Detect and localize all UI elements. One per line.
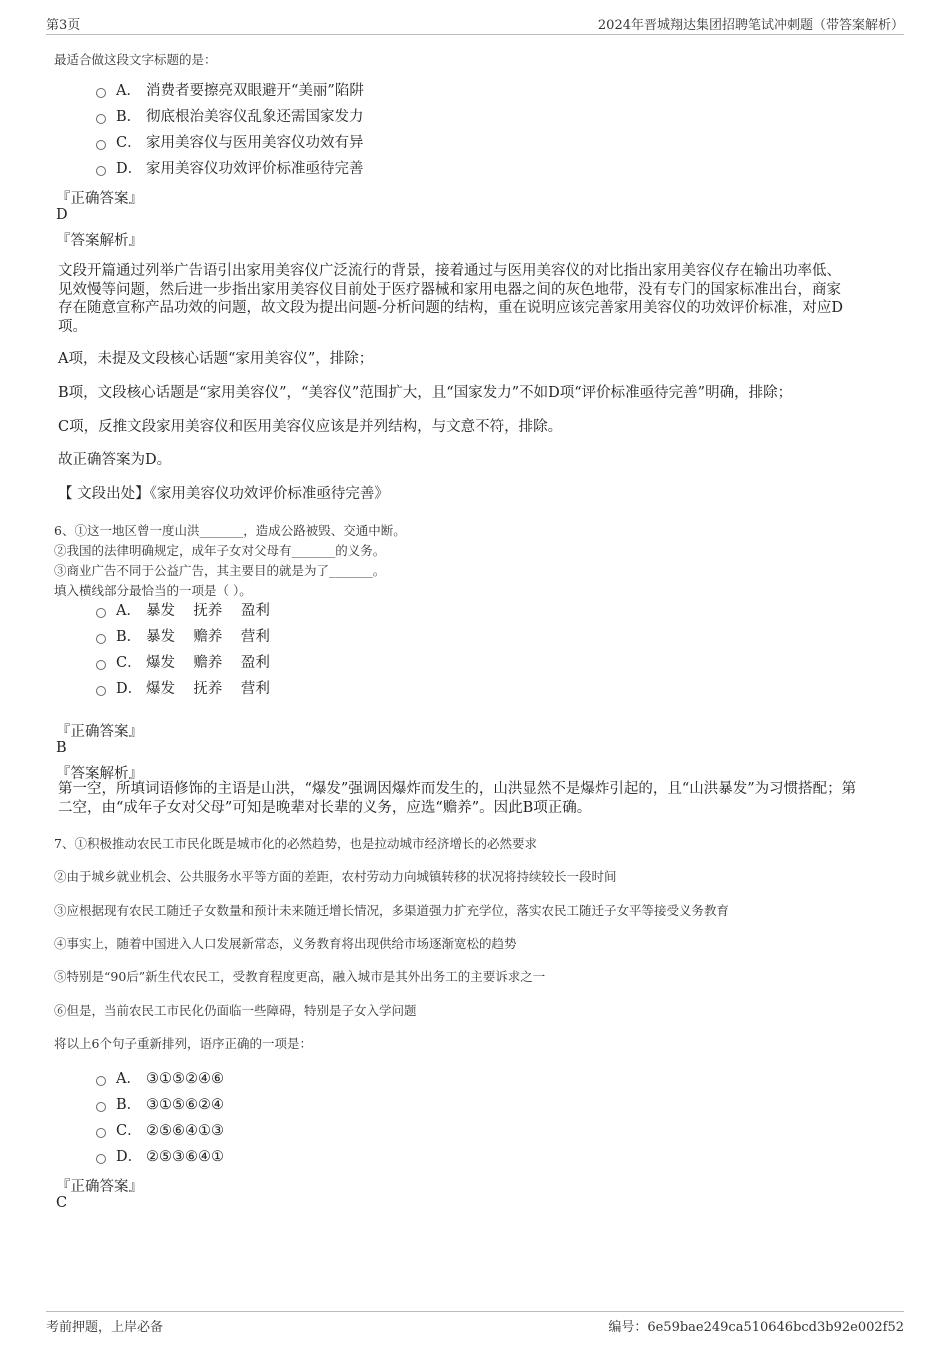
q7-option-b[interactable]: B． ③①⑤⑥②④: [96, 1095, 224, 1115]
q5-conclusion: 故正确答案为D。: [58, 452, 172, 468]
radio-icon[interactable]: [96, 686, 106, 696]
radio-icon[interactable]: [96, 114, 106, 124]
radio-icon[interactable]: [96, 166, 106, 176]
q6-stem-line: 填入横线部分最恰当的一项是（ ）。: [54, 583, 252, 598]
q5-option-c[interactable]: C． 家用美容仪与医用美容仪功效有异: [96, 133, 364, 153]
radio-icon[interactable]: [96, 1102, 106, 1112]
page-header: [46, 14, 904, 35]
q7-answer: C: [56, 1195, 68, 1211]
q6-option-b[interactable]: B． 暴发 赡养 营利: [96, 627, 270, 647]
document-title: 2024年晋城翔达集团招聘笔试冲刺题（带答案解析）: [597, 18, 904, 33]
q7-answer-label: 『正确答案』: [56, 1179, 143, 1195]
q6-stem-line: ③商业广告不同于公益广告，其主要目的就是为了_______。: [54, 563, 386, 578]
q7-sentence: ④事实上，随着中国进入人口发展新常态，义务教育将出现供给市场逐渐宽松的趋势: [54, 936, 517, 951]
q7-sentence: ⑤特别是“90后”新生代农民工，受教育程度更高，融入城市是其外出务工的主要诉求之一: [54, 969, 546, 984]
page-number: 第3页: [46, 18, 81, 33]
radio-icon[interactable]: [96, 1076, 106, 1086]
page-footer: [46, 1311, 904, 1335]
q6-option-d[interactable]: D． 爆发 抚养 营利: [96, 679, 270, 699]
q6-answer-label: 『正确答案』: [56, 724, 143, 740]
radio-icon[interactable]: [96, 608, 106, 618]
q5-stem: 最适合做这段文字标题的是：: [54, 52, 217, 67]
q6-analysis-line: 二空，由“成年子女对父母”可知是晚辈对长辈的义务，应选“赡养”。因此B项正确。: [58, 799, 592, 816]
document-id: 编号：6e59bae249ca510646bcd3b92e002f52: [608, 1320, 904, 1335]
q5-option-d[interactable]: D． 家用美容仪功效评价标准亟待完善: [96, 159, 364, 179]
q6-answer: B: [56, 740, 67, 756]
radio-icon[interactable]: [96, 634, 106, 644]
radio-icon[interactable]: [96, 1128, 106, 1138]
q5-analysis-line: 存在随意宣称产品功效的问题，故文段为提出问题-分析问题的结构，重在说明应该完善家用美容仪的功效评价标准，对应D: [58, 300, 844, 316]
q6-analysis-label: 『答案解析』: [56, 766, 143, 782]
q6-option-c[interactable]: C． 爆发 赡养 盈利: [96, 653, 270, 673]
q7-option-d[interactable]: D． ②⑤③⑥④①: [96, 1147, 224, 1167]
q7-sentence: ③应根据现有农民工随迁子女数量和预计未来随迁增长情况，多渠道强力扩充学位，落实农民工随迁子女平等接受义务教育: [54, 903, 730, 918]
q5-answer-label: 『正确答案』: [56, 191, 143, 207]
footer-slogan: 考前押题，上岸必备: [46, 1320, 164, 1335]
radio-icon[interactable]: [96, 660, 106, 670]
q6-stem-line: ②我国的法律明确规定，成年子女对父母有_______的义务。: [54, 543, 386, 558]
q6-option-a[interactable]: A． 暴发 抚养 盈利: [96, 601, 270, 621]
q6-stem-line: 6、①这一地区曾一度山洪_______，造成公路被毁、交通中断。: [54, 523, 406, 538]
q5-analysis-label: 『答案解析』: [56, 233, 143, 249]
q5-analysis-line: 文段开篇通过列举广告语引出家用美容仪广泛流行的背景，接着通过与医用美容仪的对比指出家用美容仪存在输出功率低、: [58, 263, 841, 279]
q7-sentence: 7、①积极推动农民工市民化既是城市化的必然趋势，也是拉动城市经济增长的必然要求: [54, 836, 537, 851]
q7-sentence: ⑥但是，当前农民工市民化仍面临一些障碍，特别是子女入学问题: [54, 1003, 417, 1018]
q7-stem: 将以上6个句子重新排列，语序正确的一项是：: [54, 1036, 312, 1051]
q7-option-c[interactable]: C． ②⑤⑥④①③: [96, 1121, 224, 1141]
q5-answer: D: [56, 207, 68, 223]
q5-note-c: C项，反推文段家用美容仪和医用美容仪应该是并列结构，与文意不符，排除。: [58, 419, 563, 435]
q6-analysis-line: 第一空，所填词语修饰的主语是山洪，“爆发”强调因爆炸而发生的，山洪显然不是爆炸引起的，且“山洪暴发”为习惯搭配；第: [58, 781, 857, 797]
radio-icon[interactable]: [96, 140, 106, 150]
radio-icon[interactable]: [96, 88, 106, 98]
radio-icon[interactable]: [96, 1154, 106, 1164]
q5-option-a[interactable]: A． 消费者要擦亮双眼避开“美丽”陷阱: [96, 81, 364, 101]
q5-note-b: B项，文段核心话题是“家用美容仪”，“美容仪”范围扩大，且“国家发力”不如D项“评价标准亟待完善”明确，排除；: [58, 385, 793, 401]
q5-option-b[interactable]: B． 彻底根治美容仪乱象还需国家发力: [96, 107, 364, 127]
q5-note-a: A项，未提及文段核心话题“家用美容仪”，排除；: [58, 351, 374, 367]
q7-option-a[interactable]: A． ③①⑤②④⑥: [96, 1069, 224, 1089]
q5-analysis-line: 项。: [58, 318, 87, 335]
q5-analysis-line: 见效慢等问题，然后进一步指出家用美容仪目前处于医疗器械和家用电器之间的灰色地带，没有专门的国家标准出台，商家: [58, 281, 841, 298]
q7-sentence: ②由于城乡就业机会、公共服务水平等方面的差距，农村劳动力向城镇转移的状况将持续较长一段时间: [54, 869, 617, 884]
q5-source: 【 文段出处】《家用美容仪功效评价标准亟待完善》: [58, 486, 389, 502]
